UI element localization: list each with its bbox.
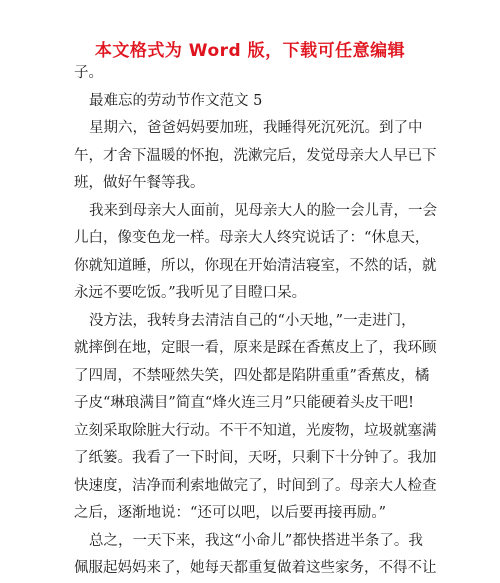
text-line: 快速度，洁净而利索地做完了，时间到了。母亲大人检查: [74, 477, 437, 494]
text-line: 星期六，爸爸妈妈要加班，我睡得死沉死沉。到了中: [89, 120, 423, 136]
text-line: 你就知道睡，所以，你现在开始清洁寝室，不然的话，就: [74, 257, 437, 274]
text-line: 立刻采取除脏大行动。不干不知道，光废物，垃圾就塞满: [74, 422, 437, 439]
text-line: 之后，逐渐地说：“还可以吧，以后要再接再励。”: [74, 505, 387, 521]
text-line: 总之，一天下来，我这“小命儿”都快搭进半条了。我: [89, 532, 423, 549]
text-line: 了纸篓。我看了一下时间，天呀，只剩下十分钟了。我加: [74, 450, 437, 466]
text-line: 子。: [74, 65, 103, 81]
text-line: 永远不要吃饭。”我听见了目瞪口呆。: [74, 285, 307, 301]
text-line: 子皮“琳琅满目”简直“烽火连三月”只能硬着头皮干吧!: [74, 395, 414, 411]
text-line: 没方法，我转身去清洁自己的“小天地，”一走进门，: [89, 312, 416, 329]
text-line: 就摔倒在地，定眼一看，原来是踩在香蕉皮上了，我环顾: [74, 340, 437, 356]
format-notice-banner: 本文格式为 Word 版，下载可任意编辑: [94, 41, 406, 61]
document-body: [74, 60, 437, 583]
text-line: 我来到母亲大人面前，见母亲大人的脸一会儿青，一会: [89, 202, 437, 219]
essay-heading: 最难忘的劳动节作文范文 5: [89, 92, 263, 109]
text-line: 佩服起妈妈来了，她每天都重复做着这些家务，不得不让: [74, 560, 437, 576]
text-line: 午，才舍下温暖的怀抱，洗漱完后，发觉母亲大人早已下: [74, 147, 437, 164]
text-line: 班，做好午餐等我。: [74, 175, 205, 191]
text-line: 了四周，不禁哑然失笑，四处都是陷阱重重”香蕉皮，橘: [74, 367, 430, 384]
text-line: 儿白，像变色龙一样。母亲大人终究说话了：“休息天，: [74, 230, 430, 246]
